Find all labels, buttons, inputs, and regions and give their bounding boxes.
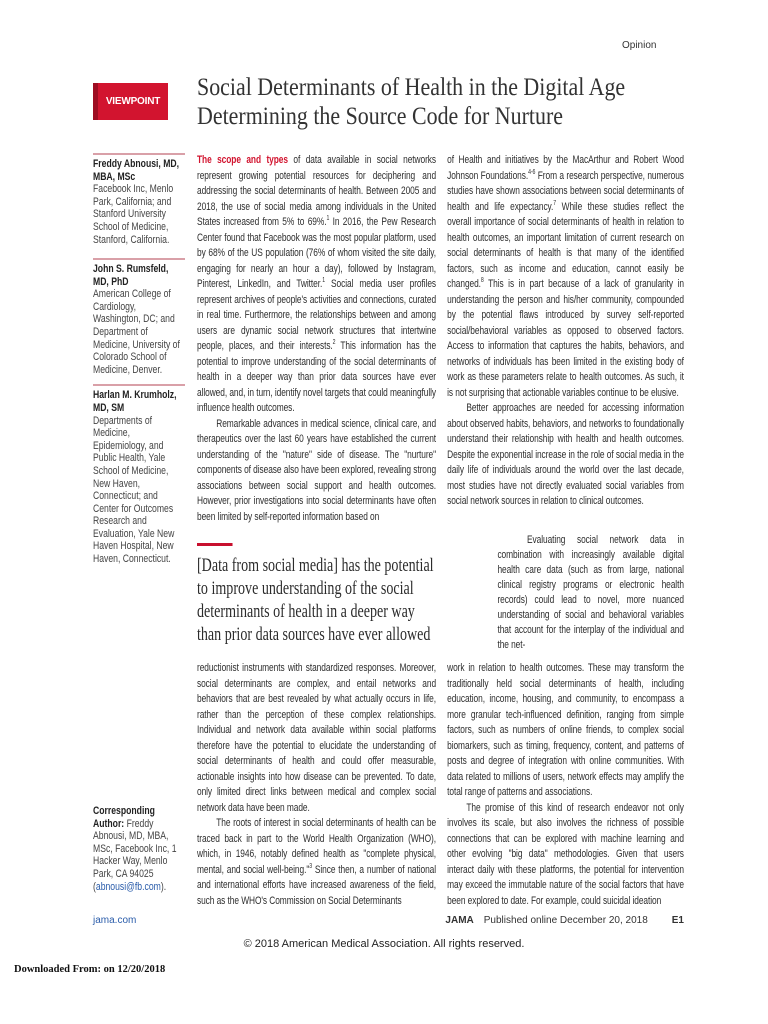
email-link[interactable]: abnousi@fb.com [95, 880, 161, 893]
section-label: Opinion [622, 40, 657, 51]
paragraph: reductionist instruments with standardized responses. Moreover, social determinants are complex, and entail networks and behaviors that are best revealed by what actually occurs in life, rather than the perception of these complex relationships. Individual and network data available within social platforms therefore have the potential to elucidate the understanding of social determinants of health and could offer measurable, actionable insights into how disease can be prevented. To date, only limited direct links between medical and complex social network data have been made. [197, 662, 437, 814]
footer-publication [445, 915, 684, 926]
author-affiliation: Departments of Medicine, Epidemiology, and Public Health, Yale School of Medicine, New Haven, Connecticut; and Center for Outcomes Research and Evaluation, Yale New Haven Hospital, New Haven, Connecticut. [93, 414, 175, 566]
pull-quote: [Data from social media] has the potential to improve understanding of the social determinants of health in a deeper way than prior data sources have ever allowed [197, 555, 434, 645]
publish-date: Published online December 20, 2018 [483, 915, 648, 926]
pull-quote-rule [197, 543, 233, 546]
article-title: Social Determinants of Health in the Digital Age [197, 72, 626, 101]
paragraph: The scope and types of data available in social networks represent growing potential resources for deciphering and addressing the social determinants of health. Between 2005 and 2018, the use of social media among individuals in the United States increased from 5% to 69%.$^1$ In 2016, the Pew Research Center found that Facebook was the most popular platform, used by 68% of the US population (76% of whom visited the site daily, engaging for nearly an hour a day), followed by Instagram, Pinterest, LinkedIn, and Twitter.$^1$ Social media user profiles represent archives of people's activities and connections, curated in real time. Furthermore, the relationships between and among users are dynamic social network structures that intertwine people, places, and their interests.$^2$ This information has the potential to improve understanding of the social determinants of health in a deeper way than prior data sources have ever allowed, and, in turn, identify novel targets that could meaningfully influence health outcomes. [197, 154, 437, 414]
page-body [93, 153, 684, 926]
author-block [93, 153, 185, 250]
author-name: Freddy Abnousi, MD, MBA, MSc [93, 158, 180, 183]
paragraph: Better approaches are needed for accessing information about observed habits, behaviors, and networks to foundationally understand their relationship with health and health outcomes. Despite the exponential increase in the role of social media in the daily life of individuals around the world over the last decade, most studies have not directly evaluated social variables from social network sources in relation to clinical outcomes. [447, 402, 684, 507]
footer-site-link[interactable]: jama.com [93, 915, 137, 926]
author-block [93, 258, 185, 376]
copyright: © 2018 American Medical Association. All rights reserved. [243, 938, 525, 950]
paragraph: Remarkable advances in medical science, clinical care, and therapeutics over the last 60 years have established the current understanding of the "nature" side of disease. The "nurture" components of disease also have been explored, revealing strong associations between social support and health outcomes. However, prior investigations into social determinants have often been limited by self-reported information based on [197, 417, 437, 523]
paragraph: of Health and initiatives by the MacArthur and Robert Wood Johnson Foundations.$^{4-6}$ From a research perspective, numerous studies have shown associations between social determinants of health and life expectancy.$^7$ While these studies reflect the overall importance of social determinants of health in relation to health outcomes, an important limitation of current research on social determinants of health is that many of the identified factors, such as income and education, cannot easily be changed.$^8$ This is in part because of a lack of granularity in understanding the person and his/her community, compounded by the potential flaws introduced by survey self-reported social/behavioral variables as opposed to observed factors. Access to information that captures the habits, behaviors, and networks of individuals has been limited in the existing body of work as these parameters relate to health outcomes. As such, it is not surprising that actionable variables continue to be elusive. [447, 154, 684, 399]
column-2-bottom [447, 661, 684, 909]
sidebar [93, 153, 185, 909]
paragraph: The roots of interest in social determinants of health can be traced back in part to the World Health Organization (WHO), which, in 1946, notably defined health as "complete physical, mental, and social well-being."$^3$ Since then, a number of national and international efforts have increased awareness of the field, such as the WHO's Commission on Social Determinants [197, 817, 437, 907]
page-number: E1 [671, 915, 684, 926]
author-block [93, 384, 185, 584]
paragraph: Evaluating social network data in combination with increasingly available digital health care data (such as from large, national clinical registry programs or electronic health records) could lead to novel, more nuanced understanding of social and behavioral variables that account for the interplay of the individual and the net- [497, 534, 684, 651]
article-title-block [197, 72, 625, 130]
article-subtitle: Determining the Source Code for Nurture [197, 101, 564, 130]
article-body [197, 153, 684, 909]
column-2-top [447, 153, 684, 525]
author-name: John S. Rumsfeld, MD, PhD [93, 263, 169, 288]
corresponding-author: Corresponding Author: Freddy Abnousi, MD, MBA, MSc, Facebook Inc, 1 Hacker Way, Menlo Park, CA 94025 (abnousi@fb.com). [93, 805, 177, 893]
page-flow [0, 153, 768, 975]
download-stamp: Downloaded From: on 12/20/2018 [14, 964, 166, 975]
paragraph: work in relation to health outcomes. These may transform the traditionally held social determinants of health, including education, income, housing, and community, to encompass a more granular tech-influenced definition, ranging from simple factors, such as numbers of online friends, to complex social biomarkers, such as timing, frequency, content, and patterns of posts and degree of integration with online communities. With data related to millions of users, network effects may amplify the total range of patterns and associations. [447, 662, 684, 798]
author-affiliation: American College of Cardiology, Washington, DC; and Department of Medicine, University of Colorado School of Medicine, Denver. [93, 288, 180, 376]
column-1-top [197, 153, 436, 525]
page-footer [93, 915, 684, 926]
author-name: Harlan M. Krumholz, MD, SM [93, 389, 177, 414]
column-2-beside-quote [497, 533, 683, 653]
journal-name: JAMA [445, 915, 474, 926]
paragraph: The promise of this kind of research endeavor not only involves its scale, but also involves the richness of possible connections that can be explored with machine learning and other evolving "big data" methodologies. Given that users interact daily with these platforms, the potential for intervention may exceed the immutable nature of the social factors that have been explored to date. For example, could suicidal ideation [447, 801, 684, 907]
pull-quote-area [197, 533, 436, 653]
author-affiliation: Facebook Inc, Menlo Park, California; and Stanford University School of Medicine, Stanford, California. [93, 183, 174, 246]
column-1-bottom [197, 661, 436, 909]
viewpoint-badge: VIEWPOINT [93, 83, 168, 120]
